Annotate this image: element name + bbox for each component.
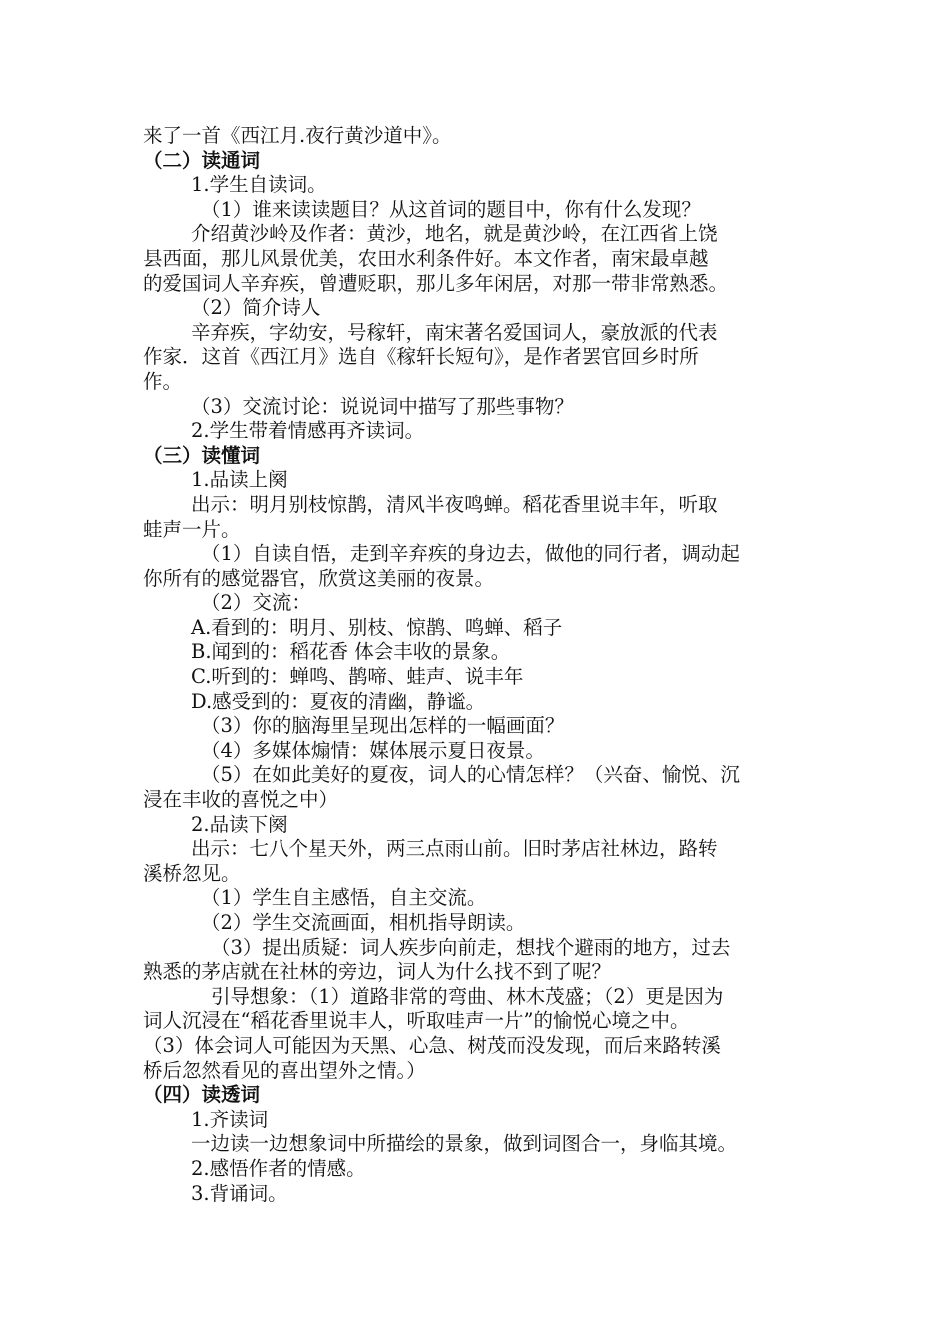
text-line: （2）交流： — [201, 591, 311, 615]
text-line: 桥后忽然看见的喜出望外之情。） — [143, 1058, 426, 1082]
text-line: B.闻到的：稻花香 体会丰收的景象。 — [191, 640, 511, 664]
text-line: 辛弃疾，字幼安，号稼轩，南宋著名爱国词人，豪放派的代表 — [191, 320, 718, 344]
text-line: 1.学生自读词。 — [191, 173, 327, 197]
text-line: （1）学生自主感悟，自主交流。 — [201, 886, 487, 910]
text-line: 来了一首《西江月.夜行黄沙道中》。 — [143, 124, 452, 147]
text-line: 县西面，那儿风景优美，农田水利条件好。本文作者，南宋最卓越 — [143, 246, 709, 270]
text-line: （3）提出质疑：词人疾步向前走，想找个避雨的地方，过去 — [211, 935, 731, 959]
text-line: （2）简介诗人 — [191, 296, 321, 320]
text-line: 词人沉浸在“稻花香里说丰人，听取哇声一片”的愉悦心境之中。 — [143, 1009, 690, 1033]
text-line: 2.学生带着情感再齐读词。 — [191, 419, 425, 443]
text-line: 出示：明月别枝惊鹊，清风半夜鸣蝉。稻花香里说丰年，听取 — [191, 492, 718, 516]
text-line: 一边读一边想象词中所描绘的景象，做到词图合一，身临其境。 — [191, 1132, 738, 1156]
text-line: 2.感悟作者的情感。 — [191, 1156, 366, 1180]
section-heading: （二）读通词 — [143, 148, 261, 172]
text-line: 2.品读下阕 — [191, 812, 288, 836]
text-line: 蛙声一片。 — [143, 517, 241, 541]
text-line: 1.品读上阕 — [191, 468, 288, 492]
text-line: （1）自读自悟，走到辛弃疾的身边去，做他的同行者，调动起 — [201, 542, 740, 566]
text-line: （2）学生交流画面，相机指导朗读。 — [201, 911, 526, 934]
text-line: 熟悉的茅店就在社林的旁边，词人为什么找不到了呢？ — [143, 960, 612, 984]
text-line: 你所有的感觉器官，欣赏这美丽的夜景。 — [143, 566, 495, 590]
text-line: （3）交流讨论：说说词中描写了那些事物？ — [191, 394, 574, 418]
text-line: 作家．这首《西江月》选自《稼轩长短句》，是作者罢官回乡时所 — [143, 345, 699, 369]
text-line: 溪桥忽见。 — [143, 861, 241, 885]
text-line: 作。 — [143, 369, 183, 393]
section-heading: （四）读透词 — [143, 1083, 261, 1107]
text-line: 介绍黄沙岭及作者：黄沙，地名，就是黄沙岭，在江西省上饶 — [191, 222, 718, 246]
text-line: 引导想象：（1）道路非常的弯曲、林木茂盛；（2）更是因为 — [211, 984, 724, 1008]
text-line: （5）在如此美好的夏夜，词人的心情怎样？（兴奋、愉悦、沉 — [201, 763, 740, 787]
text-line: 3.背诵词。 — [191, 1181, 288, 1205]
text-line: 的爱国词人辛弃疾，曾遭贬职，那儿多年闲居，对那一带非常熟悉。 — [143, 271, 729, 295]
text-line: 出示：七八个星天外，两三点雨山前。旧时茅店社林边，路转 — [191, 837, 718, 861]
text-line: （4）多媒体煽情：媒体展示夏日夜景。 — [201, 738, 545, 762]
text-line: C.听到的：蝉鸣、鹊啼、蛙声、说丰年 — [191, 665, 524, 689]
text-line: 1.齐读词 — [191, 1107, 269, 1131]
text-line: A.看到的：明月、别枝、惊鹊、鸣蝉、稻子 — [191, 615, 563, 639]
text-line: （1）谁来读读题目？从这首词的题目中，你有什么发现？ — [201, 197, 701, 221]
document-page — [143, 124, 808, 1206]
text-line: 浸在丰收的喜悦之中） — [143, 788, 339, 812]
text-line: （3）你的脑海里呈现出怎样的一幅画面？ — [201, 714, 565, 738]
section-heading: （三）读懂词 — [143, 443, 261, 467]
text-line: （3）体会词人可能因为天黑、心急、树茂而没发现，而后来路转溪 — [143, 1033, 721, 1057]
text-line: D.感受到的：夏夜的清幽，静谧。 — [191, 689, 486, 713]
